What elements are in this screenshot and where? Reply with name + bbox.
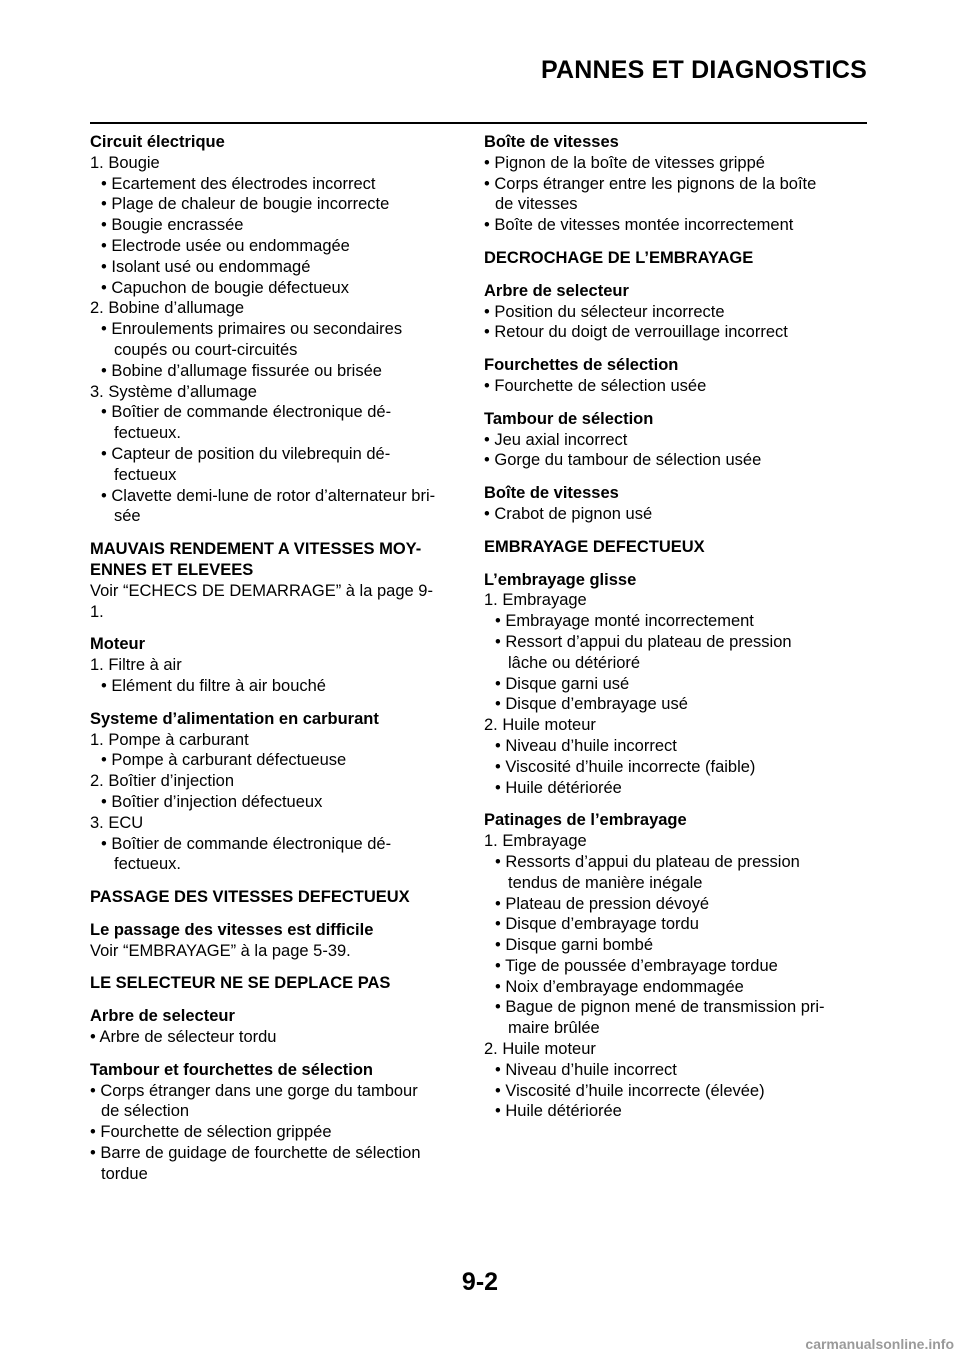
section-heading: Arbre de selecteur <box>484 281 629 300</box>
spacer <box>90 994 470 1006</box>
page-header <box>90 52 867 124</box>
list-item: • Capuchon de bougie défectueux <box>101 278 349 297</box>
spacer <box>90 908 470 920</box>
list-item: • Barre de guidage de fourchette de sélection <box>90 1144 421 1163</box>
list-item: 1. Embrayage <box>484 832 587 851</box>
list-item: • Boîtier de commande électronique dé- <box>101 403 392 422</box>
left-column <box>90 132 470 1185</box>
list-item: de sélection <box>101 1102 190 1121</box>
list-item: • Disque d’embrayage tordu <box>495 915 699 934</box>
list-item: • Embrayage monté incorrectement <box>495 612 754 631</box>
list-item: • Corps étranger dans une gorge du tambour <box>90 1081 418 1100</box>
section-heading: Boîte de vitesses <box>484 133 619 151</box>
list-item: • Bobine d’allumage fissurée ou brisée <box>101 361 382 380</box>
spacer <box>484 397 874 409</box>
list-item: 3. ECU <box>90 813 144 832</box>
list-item: 1. Pompe à carburant <box>90 730 249 749</box>
list-item: • Huile détériorée <box>495 778 622 797</box>
list-item: • Position du sélecteur incorrecte <box>484 302 725 321</box>
list-item: • Ressort d’appui du plateau de pression <box>495 632 792 651</box>
list-item: de vitesses <box>495 195 578 214</box>
page-number: 9-2 <box>461 1268 499 1296</box>
list-item: 1. <box>90 602 104 621</box>
section-heading: MAUVAIS RENDEMENT A VITESSES MOY- <box>90 540 422 559</box>
list-item: • Pignon de la boîte de vitesses grippé <box>484 153 765 172</box>
spacer <box>90 961 470 973</box>
section-heading: Moteur <box>90 635 145 654</box>
list-item: 1. Embrayage <box>484 591 587 610</box>
list-item: 2. Bobine d’allumage <box>90 299 245 318</box>
section-heading: LE SELECTEUR NE SE DEPLACE PAS <box>90 974 391 993</box>
spacer <box>484 525 874 537</box>
list-item: • Enroulements primaires ou secondaires <box>101 320 403 339</box>
list-item: fectueux <box>114 465 177 484</box>
list-item: • Niveau d’huile incorrect <box>495 736 677 755</box>
list-item: • Pompe à carburant défectueuse <box>101 751 347 770</box>
section-heading: Arbre de selecteur <box>90 1007 235 1026</box>
list-item: • Electrode usée ou endommagée <box>101 236 350 255</box>
list-item: • Tige de poussée d’embrayage tordue <box>495 956 778 975</box>
list-item: tendus de manière inégale <box>508 873 703 892</box>
section-heading: Fourchettes de sélection <box>484 356 679 375</box>
list-item: • Fourchette de sélection usée <box>484 376 707 395</box>
list-item: • Capteur de position du vilebrequin dé- <box>101 444 391 463</box>
spacer <box>484 236 874 248</box>
section-heading: ENNES ET ELEVEES <box>90 560 254 579</box>
spacer <box>90 1048 470 1060</box>
list-item: • Ecartement des électrodes incorrect <box>101 174 376 193</box>
section-heading: Systeme d’alimentation en carburant <box>90 709 379 728</box>
list-item: • Niveau d’huile incorrect <box>495 1060 677 1079</box>
list-item: • Jeu axial incorrect <box>484 430 628 449</box>
list-item: fectueux. <box>114 855 181 874</box>
spacer <box>484 558 874 570</box>
spacer <box>90 622 470 634</box>
section-heading: Le passage des vitesses est difficile <box>90 920 374 939</box>
section-heading: Boîte de vitesses <box>484 484 619 503</box>
list-item: • Retour du doigt de verrouillage incorrect <box>484 323 788 342</box>
list-item: • Gorge du tambour de sélection usée <box>484 451 762 470</box>
list-item: • Corps étranger entre les pignons de la boîte <box>484 174 817 193</box>
section-heading: DECROCHAGE DE L’EMBRAYAGE <box>484 248 754 267</box>
section-heading: EMBRAYAGE DEFECTUEUX <box>484 537 705 556</box>
list-item: 2. Huile moteur <box>484 716 596 735</box>
list-item: • Boîtier d’injection défectueux <box>101 792 323 811</box>
list-item: • Boîte de vitesses montée incorrectement <box>484 216 794 235</box>
section-heading: Patinages de l’embrayage <box>484 811 687 830</box>
list-item: lâche ou détérioré <box>508 653 641 672</box>
right-column <box>484 132 874 1122</box>
spacer <box>484 798 874 810</box>
list-item: 3. Système d’allumage <box>90 382 257 401</box>
list-item: tordue <box>101 1164 148 1183</box>
list-item: 2. Huile moteur <box>484 1040 596 1059</box>
list-item: • Arbre de sélecteur tordu <box>90 1028 277 1047</box>
spacer <box>90 527 470 539</box>
list-item: • Noix d’embrayage endommagée <box>495 977 744 996</box>
spacer <box>484 343 874 355</box>
list-item: • Viscosité d’huile incorrecte (faible) <box>495 757 756 776</box>
list-item: • Disque garni bombé <box>495 936 654 955</box>
section-heading: Tambour de sélection <box>484 409 654 428</box>
list-item: sée <box>114 507 141 526</box>
list-item: • Plateau de pression dévoyé <box>495 894 710 913</box>
list-item: • Bougie encrassée <box>101 216 244 235</box>
list-item: fectueux. <box>114 424 181 443</box>
list-item: maire brûlée <box>508 1019 600 1038</box>
list-item: Voir “ECHECS DE DEMARRAGE” à la page 9- <box>90 581 433 600</box>
spacer <box>90 697 470 709</box>
list-item: Voir “EMBRAYAGE” à la page 5-39. <box>90 941 351 960</box>
section-heading: PASSAGE DES VITESSES DEFECTUEUX <box>90 888 410 907</box>
page-title: PANNES ET DIAGNOSTICS <box>541 56 867 84</box>
list-item: • Bague de pignon mené de transmission pri- <box>495 998 825 1017</box>
section-heading: L’embrayage glisse <box>484 570 637 589</box>
list-item: • Crabot de pignon usé <box>484 504 653 523</box>
list-item: • Viscosité d’huile incorrecte (élevée) <box>495 1081 765 1100</box>
list-item: • Disque garni usé <box>495 674 630 693</box>
list-item: • Elément du filtre à air bouché <box>101 676 326 695</box>
section-heading: Circuit électrique <box>90 133 225 151</box>
list-item: • Plage de chaleur de bougie incorrecte <box>101 195 390 214</box>
list-item: 2. Boîtier d’injection <box>90 772 234 791</box>
list-item: 1. Filtre à air <box>90 656 182 675</box>
list-item: • Fourchette de sélection grippée <box>90 1123 332 1142</box>
spacer <box>484 269 874 281</box>
section-heading: Tambour et fourchettes de sélection <box>90 1060 373 1079</box>
list-item: • Boîtier de commande électronique dé- <box>101 834 392 853</box>
list-item: coupés ou court-circuités <box>114 340 298 359</box>
spacer <box>484 471 874 483</box>
list-item: • Disque d’embrayage usé <box>495 695 688 714</box>
list-item: • Huile détériorée <box>495 1102 622 1121</box>
list-item: • Isolant usé ou endommagé <box>101 257 311 276</box>
list-item: • Clavette demi-lune de rotor d’alternateur bri- <box>101 486 436 505</box>
spacer <box>90 875 470 887</box>
list-item: 1. Bougie <box>90 153 160 172</box>
list-item: • Ressorts d’appui du plateau de pression <box>495 852 800 871</box>
watermark: carmanualsonline.info <box>805 1336 954 1352</box>
